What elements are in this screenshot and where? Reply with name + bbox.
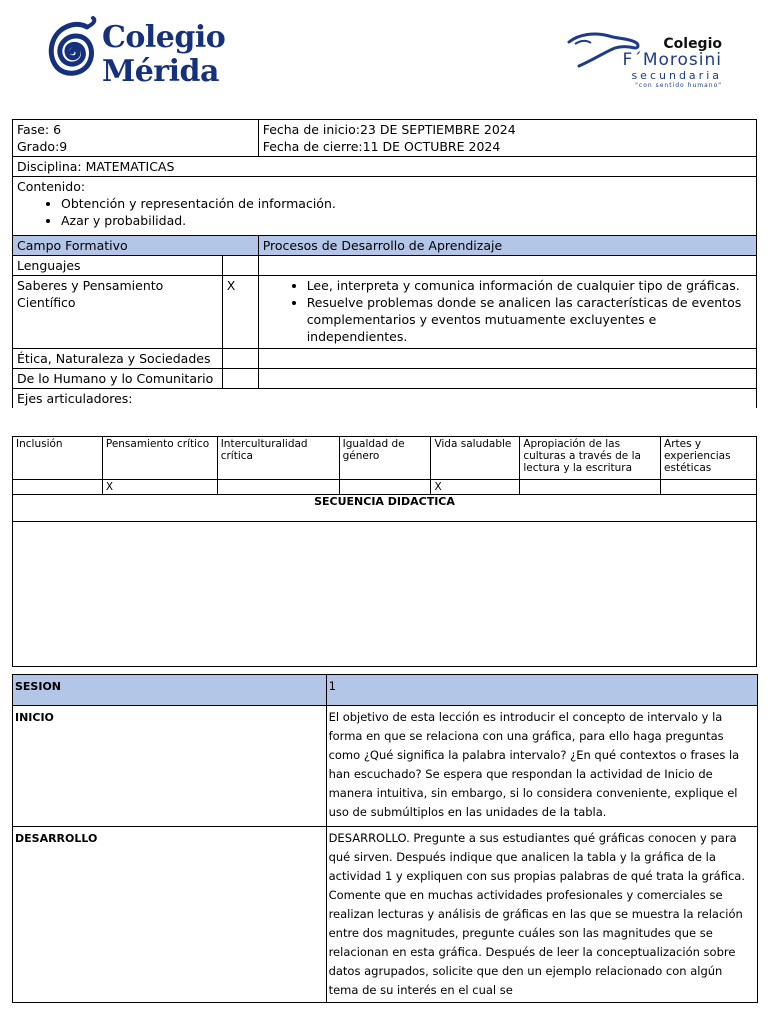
sesion-table (12, 674, 758, 1003)
eje-header: Apropiación de las culturas a través de la lectura y la escritura (520, 437, 661, 480)
campo-name: Saberes y Pensamiento Científico (13, 276, 223, 349)
logo-text-secundaria: secundaria (631, 69, 722, 82)
logo-text-tagline: "con sentido humano" (635, 82, 722, 89)
procesos-header: Procesos de Desarrollo de Aprendizaje (258, 236, 756, 256)
grado-label: Grado:9 (17, 139, 68, 154)
eje-mark: X (431, 480, 520, 495)
eje-mark (217, 480, 339, 495)
ejes-table (12, 436, 757, 667)
campo-mark (222, 369, 258, 389)
campo-name: Ética, Naturaleza y Sociedades (13, 349, 223, 369)
sesion-label: SESION (13, 675, 327, 706)
fase-grado-cell (13, 120, 259, 157)
proceso-item: • Lee, interpreta y comunica información de cualquier tipo de gráficas. (307, 277, 752, 294)
secuencia-blank-area (13, 522, 757, 667)
eje-header: Igualdad de género (339, 437, 431, 480)
secuencia-title: SECUENCIA DIDACTICA (13, 495, 757, 522)
fecha-inicio: Fecha de inicio:23 DE SEPTIEMBRE 2024 (262, 122, 516, 137)
contenido-cell (13, 177, 757, 236)
eje-mark: X (102, 480, 217, 495)
logo-text-morosini: F´Morosini (622, 50, 722, 70)
colegio-merida-logo (38, 12, 226, 96)
contenido-item: • Azar y probabilidad. (61, 212, 752, 229)
procesos-cell (258, 369, 756, 389)
inicio-text: El objetivo de esta lección es introducir el concepto de intervalo y la forma en que se relaciona con una gráfica, para ello haga preguntas como ¿Qué significa la palabra intervalo? ¿En qué contextos o frases la han escuchado? Se espera que respondan la actividad de Inicio de manera intuitiva, sin embargo, si lo considera conveniente, explique el uso de submúltiplos en las unidades de la tabla. (326, 706, 757, 827)
procesos-cell (258, 349, 756, 369)
eje-header: Inclusión (13, 437, 103, 480)
campo-name: De lo Humano y lo Comunitario (13, 369, 223, 389)
eje-mark (339, 480, 431, 495)
desarrollo-label: DESARROLLO (13, 827, 327, 1003)
campo-mark: X (222, 276, 258, 349)
ejes-label: Ejes articuladores: (13, 389, 757, 409)
contenido-list (17, 195, 752, 229)
info-table (12, 119, 757, 408)
fechas-cell (258, 120, 756, 157)
contenido-label: Contenido: (17, 179, 86, 194)
colegio-morosini-logo (565, 30, 730, 90)
campo-mark (222, 256, 258, 276)
procesos-cell (258, 256, 756, 276)
proceso-item: • Resuelve problemas donde se analicen las características de eventos complementarios y eventos mutuamente excluyentes e independientes. (307, 294, 752, 345)
sesion-value: 1 (326, 675, 757, 706)
logo-text-colegio-right: Colegio (663, 36, 722, 52)
spiral-logo-icon (38, 12, 102, 96)
campo-formativo-header: Campo Formativo (13, 236, 259, 256)
desarrollo-text: DESARROLLO. Pregunte a sus estudiantes qué gráficas conocen y para qué sirven. Después indique que analicen la tabla y la gráfica de la actividad 1 y expliquen con sus propias palabras de qué trata la gráfica. Comente que en muchas actividades profesionales y comerciales se realizan lecturas y análisis de gráficas en las que se muestra la relación entre dos magnitudes, pregunte cuáles son las magnitudes que se relacionan en esta gráfica. Después de leer la conceptualización sobre datos agrupados, solicite que den un ejemplo relacionado con algún tema de su interés en el cual se (326, 827, 757, 1003)
fecha-cierre: Fecha de cierre:11 DE OCTUBRE 2024 (262, 139, 501, 154)
eje-header: Pensamiento crítico (102, 437, 217, 480)
logo-text-colegio: Colegio (102, 20, 226, 55)
procesos-cell (258, 276, 756, 349)
eje-header: Vida saludable (431, 437, 520, 480)
eje-mark (520, 480, 661, 495)
disciplina-cell: Disciplina: MATEMATICAS (13, 157, 757, 177)
inicio-label: INICIO (13, 706, 327, 827)
eje-mark (13, 480, 103, 495)
campo-mark (222, 349, 258, 369)
campo-name: Lenguajes (13, 256, 223, 276)
eje-header: Interculturalidad crítica (217, 437, 339, 480)
fase-label: Fase: 6 (17, 122, 62, 137)
eje-mark (661, 480, 757, 495)
contenido-item: • Obtención y representación de información. (61, 195, 752, 212)
procesos-list (263, 277, 752, 345)
logo-text-merida: Mérida (102, 54, 219, 89)
eje-header: Artes y experiencias estéticas (661, 437, 757, 480)
